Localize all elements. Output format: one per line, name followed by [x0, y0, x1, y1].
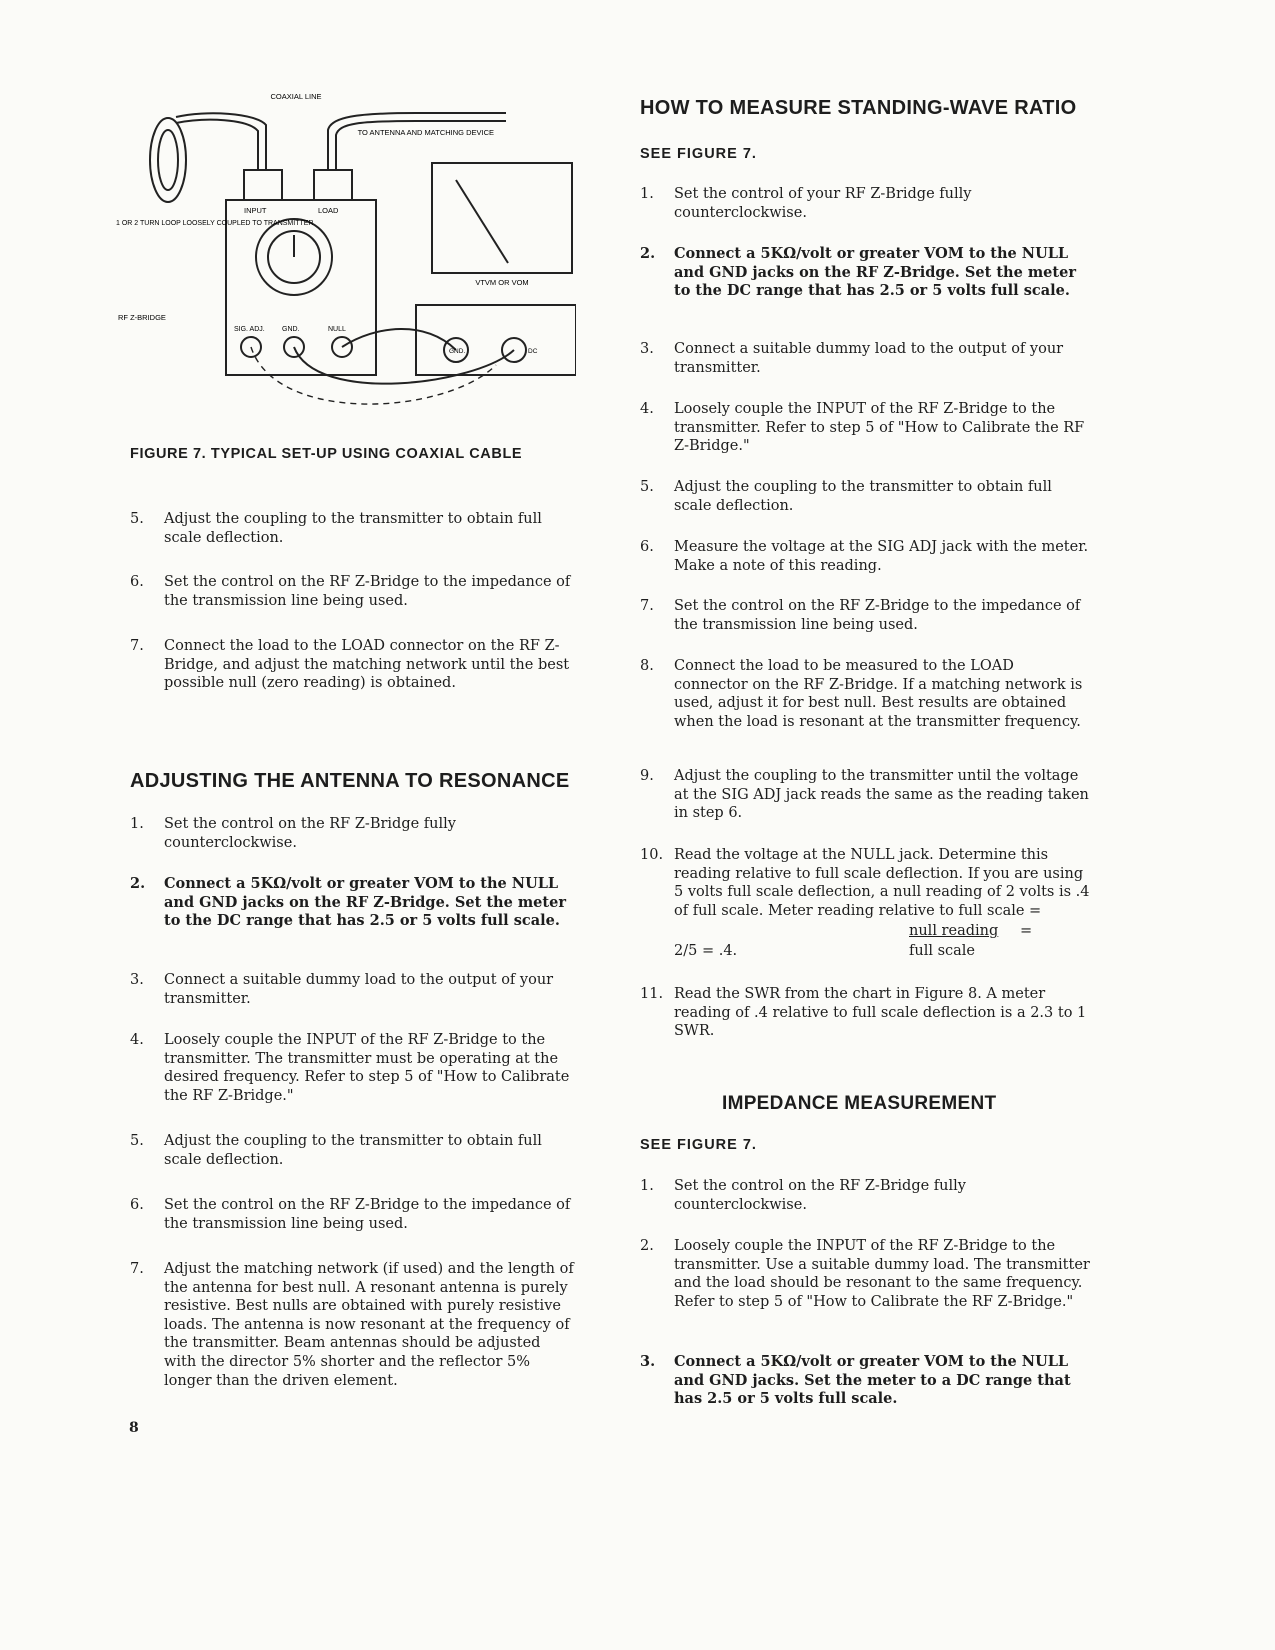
input-connector — [244, 170, 282, 200]
test-lead-gnd — [294, 347, 514, 384]
resonance-heading: ADJUSTING THE ANTENNA TO RESONANCE — [130, 770, 570, 792]
label-meter-dc: DC — [528, 348, 538, 355]
label-gnd: GND. — [282, 326, 300, 333]
label-coaxial-line: COAXIAL LINE — [270, 92, 322, 101]
impedance-heading: IMPEDANCE MEASUREMENT — [722, 1093, 997, 1114]
page-number: 8 — [129, 1420, 139, 1436]
label-load: LOAD — [318, 206, 339, 215]
label-input: INPUT — [244, 206, 267, 215]
list-item: 7. Connect the load to the LOAD connector on the RF Z-Bridge, and adjust the matching network until the best possible null (zero reading) is obtained. — [130, 638, 570, 692]
formula-numerator: null reading — [909, 923, 999, 939]
load-connector — [314, 170, 352, 200]
impedance-see-figure: SEE FIGURE 7. — [640, 1137, 757, 1153]
swr-heading: HOW TO MEASURE STANDING-WAVE RATIO — [640, 97, 1077, 119]
formula-equals: = — [1020, 923, 1033, 939]
test-lead-null — [342, 329, 456, 350]
label-null: NULL — [328, 326, 346, 333]
list-item: 10. Read the voltage at the NULL jack. Determine this reading relative to full scale deflection. If you are using 5 volts full scale deflection, a null reading of 2 volts is .4 of full scale. Meter reading relative to full scale = 2/5 = .4. null reading full scale = — [640, 846, 1090, 966]
formula-denominator: full scale — [909, 943, 976, 959]
label-to-antenna: TO ANTENNA AND MATCHING DEVICE — [357, 128, 494, 137]
meter-box — [432, 163, 572, 273]
list-item: 5. Adjust the coupling to the transmitter to obtain full scale deflection. — [130, 511, 542, 546]
swr-formula — [674, 923, 1074, 966]
formula-example: 2/5 = .4. — [674, 943, 738, 959]
label-meter: VTVM OR VOM — [475, 278, 529, 287]
meter-needle — [456, 180, 508, 263]
list-item: 6. Set the control on the RF Z-Bridge to the impedance of the transmission line being used. — [130, 574, 571, 609]
swr-see-figure: SEE FIGURE 7. — [640, 146, 757, 162]
figure-caption: FIGURE 7. TYPICAL SET-UP USING COAXIAL CABLE — [130, 446, 523, 462]
meter-base — [416, 305, 576, 375]
figure-7-diagram — [116, 85, 576, 435]
label-rf-bridge: RF Z-BRIDGE — [118, 313, 166, 322]
label-meter-gnd: GND. — [449, 348, 466, 355]
label-sig-adj: SIG. ADJ. — [234, 326, 265, 333]
label-loop: 1 OR 2 TURN LOOP LOOSELY COUPLED TO TRANSMITTER — [116, 220, 314, 227]
